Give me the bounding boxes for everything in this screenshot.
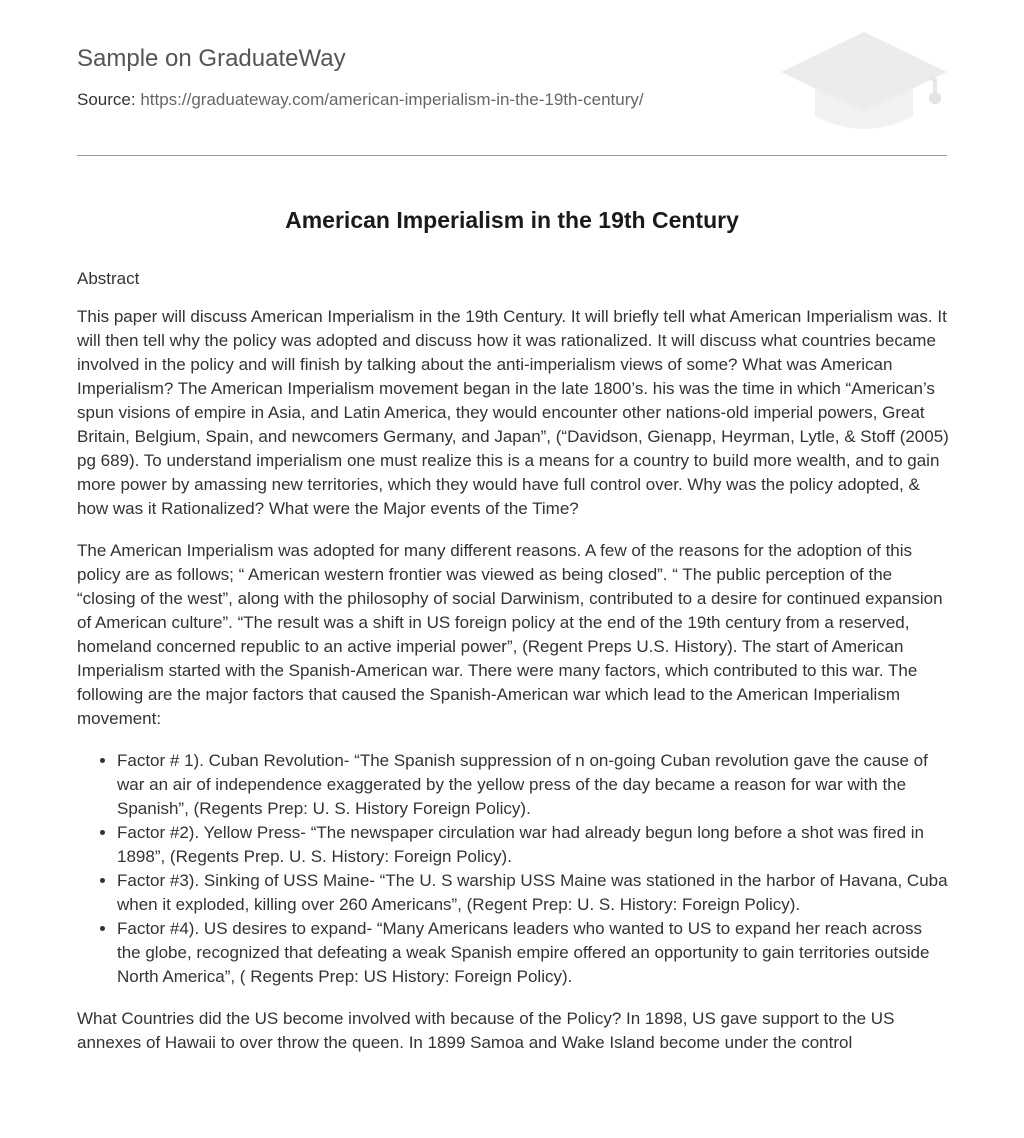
- factor-list: [77, 749, 949, 989]
- graduation-cap-icon: [781, 30, 947, 134]
- source-link[interactable]: https://graduateway.com/american-imperialism-in-the-19th-century/: [140, 90, 644, 109]
- list-item: • Factor #2). Yellow Press- “The newspaper circulation war had already begun long before a shot was fired in 1898”, (Regents Prep. U. S. History: Foreign Policy).: [117, 821, 949, 869]
- paragraph: The American Imperialism was adopted for many different reasons. A few of the reasons for the adoption of this policy are as follows; “ American western frontier was viewed as being closed”. “ The public perception of the “closing of the west”, along with the philosophy of social Darwinism, contributed to a desire for continued expansion of American culture”. “The result was a shift in US foreign policy at the end of the 19th century from a reserved, homeland concerned republic to an active imperial power”, (Regent Preps U.S. History). The start of American Imperialism started with the Spanish-American war. There were many factors, which contributed to this war. The following are the major factors that caused the Spanish-American war which lead to the American Imperialism movement:: [77, 541, 943, 728]
- site-title: Sample on GraduateWay: [77, 45, 346, 72]
- header-divider: [77, 155, 947, 156]
- page-header: [77, 0, 947, 156]
- paragraph: What Countries did the US become involved with because of the Policy? In 1898, US gave support to the US annexes of Hawaii to over throw the queen. In 1899 Samoa and Wake Island become under the control: [77, 1009, 895, 1052]
- document-body: [77, 267, 949, 1073]
- list-item: • Factor # 1). Cuban Revolution- “The Spanish suppression of n on-going Cuban revolution gave the cause of war an air of independence exaggerated by the yellow press of the day became a reason for war with the Spanish”, (Regents Prep: U. S. History Foreign Policy).: [117, 749, 949, 821]
- list-item: • Factor #3). Sinking of USS Maine- “The U. S warship USS Maine was stationed in the harbor of Havana, Cuba when it exploded, killing over 260 Americans”, (Regent Prep: U. S. History: Foreign Policy).: [117, 869, 949, 917]
- paragraph: This paper will discuss American Imperialism in the 19th Century. It will briefly tell what American Imperialism was. It will then tell why the policy was adopted and discuss how it was rationalized. It will discuss what countries became involved in the policy and will finish by talking about the anti-imperialism views of some? What was American Imperialism? The American Imperialism movement began in the late 1800’s. his was the time in which “American’s spun visions of empire in Asia, and Latin America, they would encounter other nations-old imperial powers, Great Britain, Belgium, Spain, and newcomers Germany, and Japan”, (“Davidson, Gienapp, Heyrman, Lytle, & Stoff (2005) pg 689). To understand imperialism one must realize this is a means for a country to build more wealth, and to gain more power by amassing new territories, which they would have full control over. Why was the policy adopted, & how was it Rationalized? What were the Major events of the Time?: [77, 307, 949, 518]
- abstract-heading: Abstract: [77, 269, 140, 288]
- source-label: Source:: [77, 90, 136, 109]
- source-line: [77, 88, 644, 112]
- document-title: American Imperialism in the 19th Century: [285, 207, 739, 233]
- list-item: • Factor #4). US desires to expand- “Many Americans leaders who wanted to US to expand her reach across the globe, recognized that defeating a weak Spanish empire offered an opportunity to gain territories outside North America”, ( Regents Prep: US History: Foreign Policy).: [117, 917, 949, 989]
